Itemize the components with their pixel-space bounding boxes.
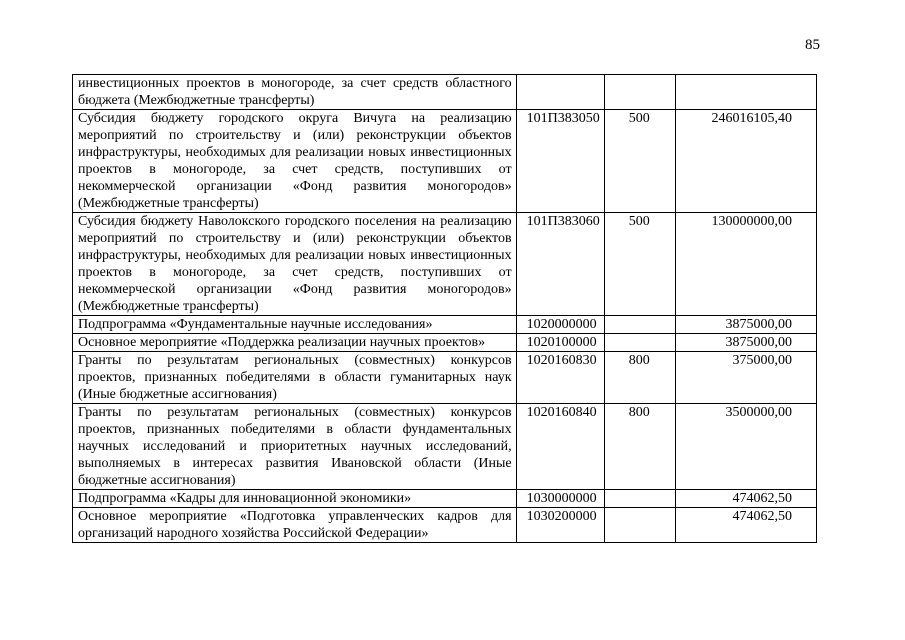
row-code-cell: 1030200000 bbox=[516, 508, 604, 543]
row-amount-cell bbox=[675, 75, 816, 110]
row-name-cell: Субсидия бюджету Наволокского городского поселения на реализацию мероприятий по строительству и (или) реконструкции объектов инфраструктуры, необходимых для реализации новых инвестиционных проектов в моногороде, за счет средств, поступивших от некоммерческой организации «Фонд развития моногородов» (Межбюджетные трансферты) bbox=[73, 213, 517, 316]
row-amount-cell: 130000000,00 bbox=[675, 213, 816, 316]
table-row bbox=[73, 213, 817, 316]
row-name-cell: Субсидия бюджету городского округа Вичуга на реализацию мероприятий по строительству и (или) реконструкции объектов инфраструктуры, необходимых для реализации новых инвестиционных проектов в моногороде, за счет средств, поступивших от некоммерческой организации «Фонд развития моногородов» (Межбюджетные трансферты) bbox=[73, 110, 517, 213]
row-type-cell bbox=[604, 316, 675, 334]
row-name-cell: Основное мероприятие «Поддержка реализации научных проектов» bbox=[73, 334, 517, 352]
row-type-cell: 800 bbox=[604, 404, 675, 490]
row-name-cell: инвестиционных проектов в моногороде, за счет средств областного бюджета (Межбюджетные трансферты) bbox=[73, 75, 517, 110]
table-row bbox=[73, 316, 817, 334]
table-row bbox=[73, 404, 817, 490]
table-row bbox=[73, 508, 817, 543]
row-amount-cell: 3875000,00 bbox=[675, 334, 816, 352]
row-amount-cell: 375000,00 bbox=[675, 352, 816, 404]
row-type-cell: 500 bbox=[604, 213, 675, 316]
row-code-cell: 1020000000 bbox=[516, 316, 604, 334]
table-row bbox=[73, 490, 817, 508]
row-type-cell bbox=[604, 75, 675, 110]
row-name-cell: Гранты по результатам региональных (совместных) конкурсов проектов, признанных победителями в области фундаментальных научных исследований и приоритетных научных исследований, выполняемых в интересах развития Ивановской области (Иные бюджетные ассигнования) bbox=[73, 404, 517, 490]
row-type-cell bbox=[604, 334, 675, 352]
row-code-cell: 1030000000 bbox=[516, 490, 604, 508]
row-amount-cell: 474062,50 bbox=[675, 490, 816, 508]
row-amount-cell: 3500000,00 bbox=[675, 404, 816, 490]
budget-table bbox=[72, 74, 817, 543]
row-amount-cell: 3875000,00 bbox=[675, 316, 816, 334]
table-row bbox=[73, 352, 817, 404]
row-amount-cell: 474062,50 bbox=[675, 508, 816, 543]
row-code-cell: 1020160830 bbox=[516, 352, 604, 404]
row-code-cell: 101П383060 bbox=[516, 213, 604, 316]
row-name-cell: Гранты по результатам региональных (совместных) конкурсов проектов, признанных победителями в области гуманитарных наук (Иные бюджетные ассигнования) bbox=[73, 352, 517, 404]
row-code-cell: 1020160840 bbox=[516, 404, 604, 490]
row-type-cell: 800 bbox=[604, 352, 675, 404]
row-code-cell bbox=[516, 75, 604, 110]
row-code-cell: 1020100000 bbox=[516, 334, 604, 352]
row-name-cell: Подпрограмма «Фундаментальные научные исследования» bbox=[73, 316, 517, 334]
row-type-cell bbox=[604, 490, 675, 508]
page-number: 85 bbox=[805, 37, 820, 53]
row-name-cell: Подпрограмма «Кадры для инновационной экономики» bbox=[73, 490, 517, 508]
table-row bbox=[73, 334, 817, 352]
table-row bbox=[73, 110, 817, 213]
row-type-cell bbox=[604, 508, 675, 543]
row-amount-cell: 246016105,40 bbox=[675, 110, 816, 213]
row-code-cell: 101П383050 bbox=[516, 110, 604, 213]
row-type-cell: 500 bbox=[604, 110, 675, 213]
row-name-cell: Основное мероприятие «Подготовка управленческих кадров для организаций народного хозяйства Российской Федерации» bbox=[73, 508, 517, 543]
table-row bbox=[73, 75, 817, 110]
